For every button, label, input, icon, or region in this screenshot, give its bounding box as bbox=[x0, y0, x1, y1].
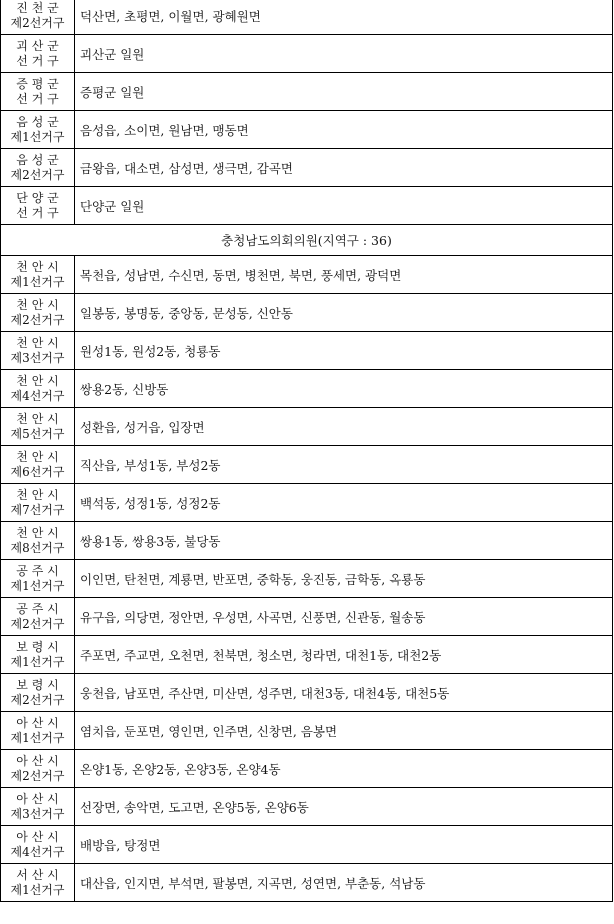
table-row bbox=[1, 332, 613, 370]
district-name-line1: 공 주 시 bbox=[16, 601, 59, 616]
district-name-cell bbox=[1, 0, 75, 35]
district-name-line2: 제2선거구 bbox=[10, 616, 65, 631]
district-name-cell bbox=[1, 750, 75, 788]
district-area-cell: 쌍용2동, 신방동 bbox=[75, 370, 613, 408]
district-name-line1: 아 산 시 bbox=[16, 715, 59, 730]
table-row bbox=[1, 598, 613, 636]
district-area-cell: 금왕읍, 대소면, 삼성면, 생극면, 감곡면 bbox=[75, 149, 613, 187]
district-name-line1: 아 산 시 bbox=[16, 791, 59, 806]
district-name-line1: 보 령 시 bbox=[16, 677, 59, 692]
district-name-cell bbox=[1, 294, 75, 332]
district-name-line1: 서 산 시 bbox=[16, 867, 59, 882]
district-name-cell bbox=[1, 35, 75, 73]
district-name-cell bbox=[1, 187, 75, 225]
district-name-line2: 제4선거구 bbox=[10, 844, 65, 859]
district-name-line2: 제2선거구 bbox=[10, 167, 65, 182]
district-name-line1: 진 천 군 bbox=[16, 0, 59, 15]
district-name-cell bbox=[1, 788, 75, 826]
district-name-cell bbox=[1, 864, 75, 902]
district-area-cell: 괴산군 일원 bbox=[75, 35, 613, 73]
table-row bbox=[1, 826, 613, 864]
district-area-cell: 덕산면, 초평면, 이월면, 광혜원면 bbox=[75, 0, 613, 35]
district-name-line2: 제7선거구 bbox=[10, 502, 65, 517]
district-name-cell bbox=[1, 73, 75, 111]
district-name-cell bbox=[1, 674, 75, 712]
district-name-line1: 천 안 시 bbox=[16, 487, 59, 502]
district-name-line1: 아 산 시 bbox=[16, 753, 59, 768]
district-name-cell bbox=[1, 446, 75, 484]
section-header: 충청남도의회의원(지역구 : 36) bbox=[1, 225, 613, 256]
district-name-line1: 천 안 시 bbox=[16, 373, 59, 388]
district-area-cell: 선장면, 송악면, 도고면, 온양5동, 온양6동 bbox=[75, 788, 613, 826]
table-row bbox=[1, 674, 613, 712]
table-row bbox=[1, 750, 613, 788]
district-area-cell: 온양1동, 온양2동, 온양3동, 온양4동 bbox=[75, 750, 613, 788]
district-name-line2: 선 거 구 bbox=[16, 53, 59, 68]
district-name-line1: 아 산 시 bbox=[16, 829, 59, 844]
district-area-cell: 대산읍, 인지면, 부석면, 팔봉면, 지곡면, 성연면, 부춘동, 석남동 bbox=[75, 864, 613, 902]
district-name-line1: 공 주 시 bbox=[16, 563, 59, 578]
district-name-line1: 음 성 군 bbox=[16, 114, 59, 129]
district-name-line2: 제2선거구 bbox=[10, 692, 65, 707]
district-name-line1: 괴 산 군 bbox=[16, 38, 59, 53]
table-row bbox=[1, 0, 613, 35]
district-name-line2: 제1선거구 bbox=[10, 882, 65, 897]
district-name-line1: 보 령 시 bbox=[16, 639, 59, 654]
table-row bbox=[1, 408, 613, 446]
district-name-cell bbox=[1, 256, 75, 294]
table-row bbox=[1, 187, 613, 225]
table-row bbox=[1, 111, 613, 149]
district-area-cell: 직산읍, 부성1동, 부성2동 bbox=[75, 446, 613, 484]
district-area-cell: 염치읍, 둔포면, 영인면, 인주면, 신창면, 음봉면 bbox=[75, 712, 613, 750]
district-name-line1: 천 안 시 bbox=[16, 335, 59, 350]
section-header-row bbox=[1, 225, 613, 256]
table-row bbox=[1, 149, 613, 187]
table-row bbox=[1, 560, 613, 598]
district-name-line1: 천 안 시 bbox=[16, 297, 59, 312]
district-name-line2: 제1선거구 bbox=[10, 654, 65, 669]
table-row bbox=[1, 446, 613, 484]
district-name-line2: 제4선거구 bbox=[10, 388, 65, 403]
district-name-cell bbox=[1, 636, 75, 674]
table-body bbox=[1, 0, 613, 902]
district-name-line2: 제1선거구 bbox=[10, 129, 65, 144]
district-name-cell bbox=[1, 598, 75, 636]
district-area-cell: 쌍용1동, 쌍용3동, 불당동 bbox=[75, 522, 613, 560]
district-name-line1: 천 안 시 bbox=[16, 525, 59, 540]
table-row bbox=[1, 712, 613, 750]
district-name-line2: 제3선거구 bbox=[10, 806, 65, 821]
district-area-cell: 일봉동, 봉명동, 중앙동, 문성동, 신안동 bbox=[75, 294, 613, 332]
district-area-cell: 성환읍, 성거읍, 입장면 bbox=[75, 408, 613, 446]
district-area-cell: 유구읍, 의당면, 정안면, 우성면, 사곡면, 신풍면, 신관동, 월송동 bbox=[75, 598, 613, 636]
district-name-cell bbox=[1, 560, 75, 598]
table-row bbox=[1, 788, 613, 826]
district-area-cell: 백석동, 성정1동, 성정2동 bbox=[75, 484, 613, 522]
district-name-line1: 증 평 군 bbox=[16, 76, 59, 91]
district-name-line1: 천 안 시 bbox=[16, 259, 59, 274]
district-name-cell bbox=[1, 111, 75, 149]
district-name-line2: 선 거 구 bbox=[16, 91, 59, 106]
table-row bbox=[1, 522, 613, 560]
table-row bbox=[1, 370, 613, 408]
district-area-cell: 단양군 일원 bbox=[75, 187, 613, 225]
table-row bbox=[1, 294, 613, 332]
district-name-line2: 제6선거구 bbox=[10, 464, 65, 479]
district-name-cell bbox=[1, 712, 75, 750]
district-area-cell: 음성읍, 소이면, 원남면, 맹동면 bbox=[75, 111, 613, 149]
district-name-line2: 선 거 구 bbox=[16, 205, 59, 220]
district-area-cell: 배방읍, 탕정면 bbox=[75, 826, 613, 864]
table-row bbox=[1, 73, 613, 111]
district-name-line2: 제5선거구 bbox=[10, 426, 65, 441]
table-row bbox=[1, 256, 613, 294]
district-area-cell: 원성1동, 원성2동, 청룡동 bbox=[75, 332, 613, 370]
district-name-cell bbox=[1, 408, 75, 446]
table-row bbox=[1, 864, 613, 902]
district-area-cell: 목천읍, 성남면, 수신면, 동면, 병천면, 북면, 풍세면, 광덕면 bbox=[75, 256, 613, 294]
district-name-cell bbox=[1, 484, 75, 522]
district-name-cell bbox=[1, 370, 75, 408]
district-area-cell: 증평군 일원 bbox=[75, 73, 613, 111]
district-name-line2: 제3선거구 bbox=[10, 350, 65, 365]
table-row bbox=[1, 35, 613, 73]
district-name-line2: 제1선거구 bbox=[10, 274, 65, 289]
district-area-cell: 이인면, 탄천면, 계룡면, 반포면, 중학동, 웅진동, 금학동, 옥룡동 bbox=[75, 560, 613, 598]
district-name-line2: 제2선거구 bbox=[10, 312, 65, 327]
district-name-line2: 제1선거구 bbox=[10, 578, 65, 593]
district-name-cell bbox=[1, 522, 75, 560]
district-name-line1: 천 안 시 bbox=[16, 411, 59, 426]
district-name-line2: 제1선거구 bbox=[10, 730, 65, 745]
district-name-line1: 천 안 시 bbox=[16, 449, 59, 464]
district-name-line2: 제2선거구 bbox=[10, 768, 65, 783]
district-area-cell: 주포면, 주교면, 오천면, 천북면, 청소면, 청라면, 대천1동, 대천2동 bbox=[75, 636, 613, 674]
district-name-cell bbox=[1, 332, 75, 370]
district-name-line2: 제2선거구 bbox=[10, 15, 65, 30]
district-name-cell bbox=[1, 826, 75, 864]
district-name-line1: 단 양 군 bbox=[16, 190, 59, 205]
district-name-cell bbox=[1, 149, 75, 187]
district-name-line2: 제8선거구 bbox=[10, 540, 65, 555]
table-row bbox=[1, 636, 613, 674]
table-row bbox=[1, 484, 613, 522]
district-area-cell: 웅천읍, 남포면, 주산면, 미산면, 성주면, 대천3동, 대천4동, 대천5동 bbox=[75, 674, 613, 712]
district-name-line1: 음 성 군 bbox=[16, 152, 59, 167]
